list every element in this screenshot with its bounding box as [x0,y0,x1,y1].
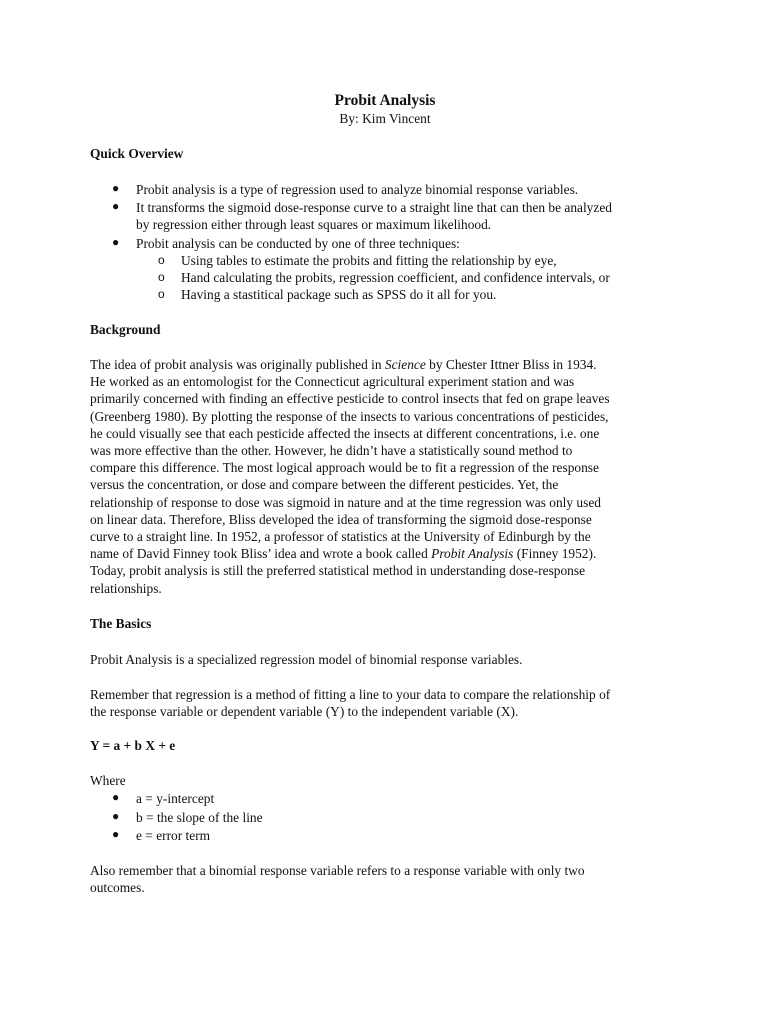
where-label: Where [90,773,126,788]
section-heading-quick-overview: Quick Overview [90,146,184,161]
bullet-icon: ● [112,809,120,823]
list-item: a = y-intercept [136,791,215,806]
document-author: By: Kim Vincent [339,111,431,126]
paragraph-line: Remember that regression is a method of fitting a line to your data to compare the relationship of [90,687,611,702]
basics-paragraph-1: Probit Analysis is a specialized regression model of binomial response variables. [90,652,523,667]
basics-paragraph-2 [90,686,680,720]
paragraph-line: compare this difference. The most logical approach would be to fit a regression of the response [90,460,599,476]
sub-bullet-marker: o [158,270,165,284]
paragraph-line: primarily concerned with finding an effective pesticide to control insects that fed on grape leaves [90,391,610,407]
paragraph-line: the response variable or dependent variable (Y) to the independent variable (X). [90,704,519,720]
list-item: Probit analysis can be conducted by one of three techniques: [136,236,460,251]
paragraph-line: relationship of response to dose was sigmoid in nature and at the time regression was only used [90,494,601,510]
paragraph-line: Today, probit analysis is still the preferred statistical method in understanding dose-response [90,563,586,579]
paragraph-line: relationships. [90,580,162,596]
paragraph-line: outcomes. [90,880,145,896]
background-paragraph [90,356,680,597]
regression-equation: Y = a + b X + e [90,738,176,753]
bullet-icon: ● [112,199,120,213]
list-item: e = error term [136,828,211,843]
sub-list-item: Having a stastitical package such as SPSS do it all for you. [181,287,497,302]
italic-text: Probit Analysis [431,546,514,562]
list-item: Probit analysis is a type of regression used to analyze binomial response variables. [136,182,579,197]
list-item: It transforms the sigmoid dose-response curve to a straight line that can then be analyzed [136,200,612,215]
paragraph-line [90,356,680,373]
paragraph-line: He worked as an entomologist for the Connecticut agricultural experiment station and was [90,374,575,390]
paragraph-line: curve to a straight line. In 1952, a professor of statistics at the University of Edinburgh by the [90,529,591,545]
sub-bullet-marker: o [158,253,165,267]
sub-bullet-marker: o [158,287,165,301]
sub-list-item: Using tables to estimate the probits and fitting the relationship by eye, [181,253,557,268]
list-item: b = the slope of the line [136,810,263,825]
list-item-continuation: by regression either through least squares or maximum likelihood. [136,217,492,232]
section-heading-background: Background [90,322,161,337]
text-run: The idea of probit analysis was originally published in [90,357,385,372]
text-run: (Finney 1952). [513,546,597,562]
paragraph-line: he could visually see that each pesticide affected the insects at different concentrations, i.e. one [90,425,600,441]
bullet-icon: ● [112,827,120,841]
text-run: name of David Finney took Bliss’ idea and wrote a book called [90,546,432,562]
paragraph-line: (Greenberg 1980). By plotting the response of the insects to various concentrations of pesticides, [90,408,609,424]
document-title: Probit Analysis [334,92,436,109]
paragraph-line: was more effective than the other. However, he didn’t have a statistically sound method to [90,443,573,459]
paragraph-line: versus the concentration, or dose and compare between the different pesticides. Yet, the [90,477,559,493]
italic-text: Science [384,357,426,372]
bullet-icon: ● [112,790,120,804]
paragraph-line: on linear data. Therefore, Bliss developed the idea of transforming the sigmoid dose-response [90,511,592,527]
bullet-icon: ● [112,181,120,195]
paragraph-line [90,545,680,562]
basics-paragraph-3 [90,862,680,896]
bullet-icon: ● [112,235,120,249]
section-heading-basics: The Basics [90,616,152,631]
paragraph-line: Also remember that a binomial response variable refers to a response variable with only two [90,863,585,878]
sub-list-item: Hand calculating the probits, regression coefficient, and confidence intervals, or [181,270,610,285]
text-run: by Chester Ittner Bliss in 1934. [425,357,597,372]
document-page [90,0,680,1024]
